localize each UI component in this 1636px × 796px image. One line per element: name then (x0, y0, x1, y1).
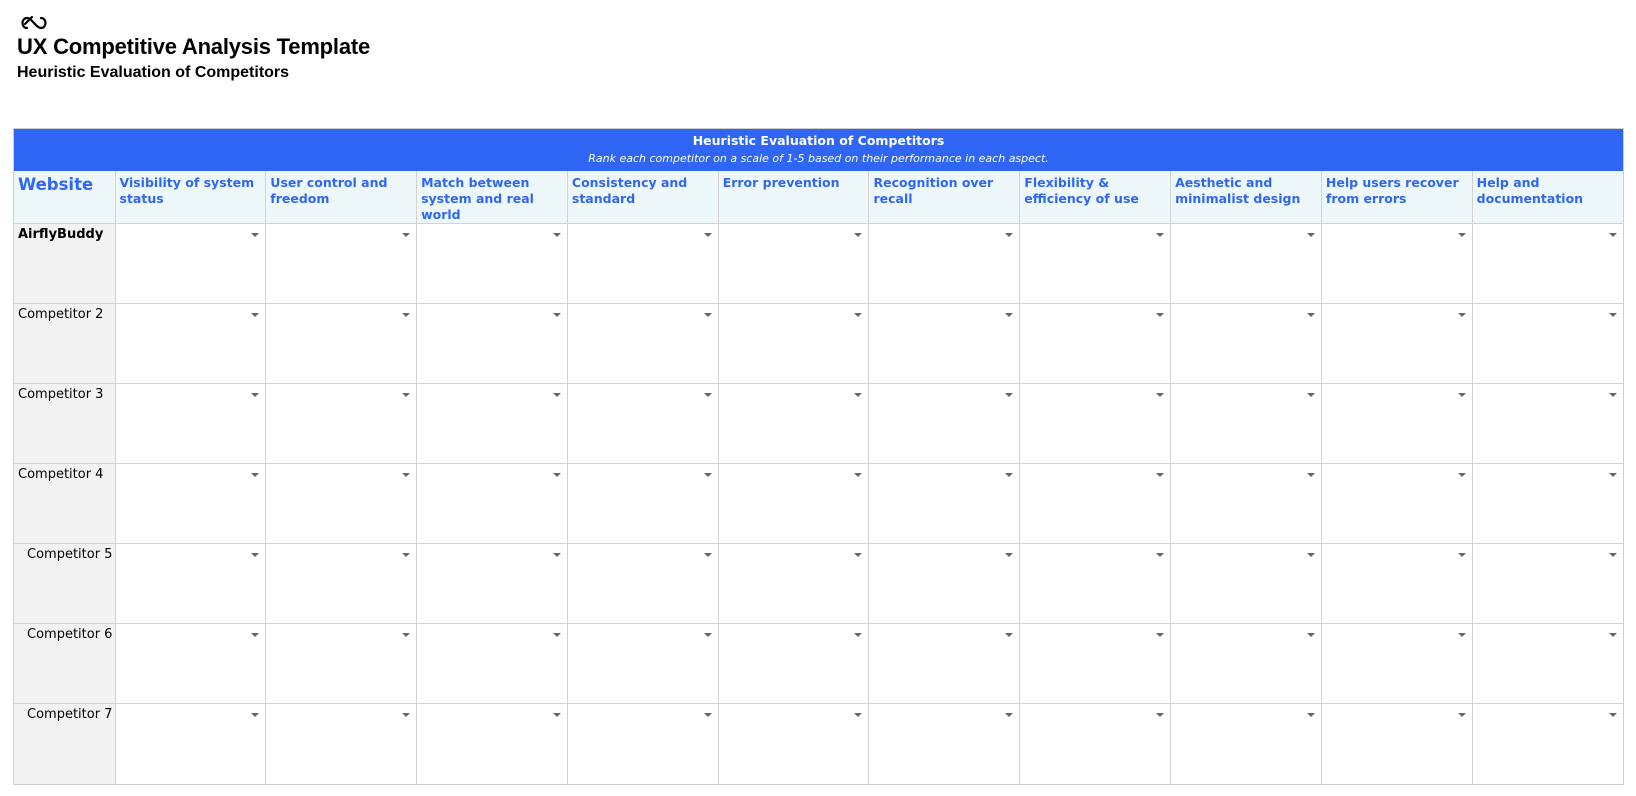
rating-dropdown-cell[interactable] (115, 704, 266, 784)
dropdown-arrow-icon[interactable] (1156, 633, 1164, 637)
dropdown-arrow-icon[interactable] (704, 393, 712, 397)
rating-dropdown-cell[interactable] (417, 544, 568, 624)
rating-dropdown-cell[interactable] (567, 304, 718, 384)
page-title: UX Competitive Analysis Template (17, 34, 371, 59)
rating-dropdown-cell[interactable] (1020, 224, 1171, 304)
dropdown-arrow-icon[interactable] (1307, 553, 1315, 557)
competitor-name-cell[interactable]: Competitor 7 (14, 704, 115, 784)
dropdown-arrow-icon[interactable] (1307, 233, 1315, 237)
rating-dropdown-cell[interactable] (1321, 384, 1472, 464)
dropdown-arrow-icon[interactable] (251, 713, 259, 717)
rating-dropdown-cell[interactable] (1171, 304, 1322, 384)
dropdown-arrow-icon[interactable] (1458, 473, 1466, 477)
rating-dropdown-cell[interactable] (718, 624, 869, 704)
evaluation-table (14, 171, 1623, 784)
criterion-header[interactable]: Recognition over recall (869, 171, 1020, 224)
dropdown-arrow-icon[interactable] (854, 313, 862, 317)
dropdown-arrow-icon[interactable] (1156, 313, 1164, 317)
criterion-header[interactable]: Match between system and real world (417, 171, 568, 224)
rating-dropdown-cell[interactable] (417, 464, 568, 544)
banner-title: Heuristic Evaluation of Competitors (692, 133, 945, 148)
table-row (14, 624, 1623, 704)
dropdown-arrow-icon[interactable] (402, 233, 410, 237)
dropdown-arrow-icon[interactable] (1005, 713, 1013, 717)
rating-dropdown-cell[interactable] (567, 704, 718, 784)
dropdown-arrow-icon[interactable] (1609, 633, 1617, 637)
rating-dropdown-cell[interactable] (1321, 544, 1472, 624)
dropdown-arrow-icon[interactable] (854, 553, 862, 557)
rating-dropdown-cell[interactable] (718, 224, 869, 304)
rating-dropdown-cell[interactable] (115, 384, 266, 464)
dropdown-arrow-icon[interactable] (1156, 393, 1164, 397)
dropdown-arrow-icon[interactable] (704, 313, 712, 317)
criterion-header[interactable]: Flexibility & efficiency of use (1020, 171, 1171, 224)
dropdown-arrow-icon[interactable] (251, 553, 259, 557)
dropdown-arrow-icon[interactable] (1458, 393, 1466, 397)
dropdown-arrow-icon[interactable] (1005, 553, 1013, 557)
rating-dropdown-cell[interactable] (869, 384, 1020, 464)
dropdown-arrow-icon[interactable] (704, 553, 712, 557)
dropdown-arrow-icon[interactable] (402, 553, 410, 557)
rating-dropdown-cell[interactable] (266, 624, 417, 704)
rating-dropdown-cell[interactable] (1171, 384, 1322, 464)
sheet-banner (14, 129, 1623, 171)
dropdown-arrow-icon[interactable] (251, 473, 259, 477)
dropdown-arrow-icon[interactable] (1307, 713, 1315, 717)
dropdown-arrow-icon[interactable] (1156, 713, 1164, 717)
table-row (14, 544, 1623, 624)
dropdown-arrow-icon[interactable] (553, 633, 561, 637)
dropdown-arrow-icon[interactable] (704, 633, 712, 637)
evaluation-sheet (13, 128, 1624, 785)
table-row (14, 384, 1623, 464)
rating-dropdown-cell[interactable] (869, 544, 1020, 624)
dropdown-arrow-icon[interactable] (1609, 313, 1617, 317)
rating-dropdown-cell[interactable] (567, 224, 718, 304)
dropdown-arrow-icon[interactable] (854, 233, 862, 237)
criterion-header[interactable]: Help and documentation (1472, 171, 1623, 224)
rating-dropdown-cell[interactable] (869, 464, 1020, 544)
rating-dropdown-cell[interactable] (1020, 384, 1171, 464)
rating-dropdown-cell[interactable] (567, 384, 718, 464)
dropdown-arrow-icon[interactable] (1458, 233, 1466, 237)
rating-dropdown-cell[interactable] (1020, 304, 1171, 384)
rating-dropdown-cell[interactable] (869, 704, 1020, 784)
rating-dropdown-cell[interactable] (417, 304, 568, 384)
dropdown-arrow-icon[interactable] (1005, 473, 1013, 477)
competitor-name-cell[interactable]: Competitor 5 (14, 544, 115, 624)
rating-dropdown-cell[interactable] (1020, 624, 1171, 704)
dropdown-arrow-icon[interactable] (402, 713, 410, 717)
dropdown-arrow-icon[interactable] (402, 633, 410, 637)
dropdown-arrow-icon[interactable] (1156, 473, 1164, 477)
dropdown-arrow-icon[interactable] (553, 473, 561, 477)
rating-dropdown-cell[interactable] (718, 704, 869, 784)
rating-dropdown-cell[interactable] (567, 464, 718, 544)
rating-dropdown-cell[interactable] (115, 464, 266, 544)
criterion-header[interactable]: Aesthetic and minimalist design (1171, 171, 1322, 224)
rating-dropdown-cell[interactable] (266, 224, 417, 304)
rating-dropdown-cell[interactable] (1472, 704, 1623, 784)
rating-dropdown-cell[interactable] (1321, 304, 1472, 384)
competitor-name-cell[interactable]: AirflyBuddy (14, 224, 115, 304)
dropdown-arrow-icon[interactable] (553, 713, 561, 717)
dropdown-arrow-icon[interactable] (1005, 633, 1013, 637)
competitor-name-cell[interactable]: Competitor 6 (14, 624, 115, 704)
rating-dropdown-cell[interactable] (417, 624, 568, 704)
criterion-header[interactable]: Error prevention (718, 171, 869, 224)
dropdown-arrow-icon[interactable] (1609, 393, 1617, 397)
rating-dropdown-cell[interactable] (417, 704, 568, 784)
rating-dropdown-cell[interactable] (1171, 624, 1322, 704)
competitor-name-cell[interactable]: Competitor 2 (14, 304, 115, 384)
rating-dropdown-cell[interactable] (1171, 704, 1322, 784)
dropdown-arrow-icon[interactable] (553, 553, 561, 557)
dropdown-arrow-icon[interactable] (854, 473, 862, 477)
header-row (14, 171, 1623, 224)
dropdown-arrow-icon[interactable] (1005, 393, 1013, 397)
infinity-link-icon (18, 12, 50, 32)
dropdown-arrow-icon[interactable] (1609, 553, 1617, 557)
page-subtitle: Heuristic Evaluation of Competitors (17, 64, 290, 81)
dropdown-arrow-icon[interactable] (553, 393, 561, 397)
rating-dropdown-cell[interactable] (1171, 544, 1322, 624)
dropdown-arrow-icon[interactable] (553, 313, 561, 317)
dropdown-arrow-icon[interactable] (854, 393, 862, 397)
dropdown-arrow-icon[interactable] (251, 233, 259, 237)
dropdown-arrow-icon[interactable] (1307, 313, 1315, 317)
rating-dropdown-cell[interactable] (718, 544, 869, 624)
rating-dropdown-cell[interactable] (266, 384, 417, 464)
dropdown-arrow-icon[interactable] (854, 633, 862, 637)
banner-instructions: Rank each competitor on a scale of 1-5 based on their performance in each aspect. (588, 152, 1049, 165)
dropdown-arrow-icon[interactable] (402, 393, 410, 397)
dropdown-arrow-icon[interactable] (704, 713, 712, 717)
dropdown-arrow-icon[interactable] (1458, 633, 1466, 637)
rating-dropdown-cell[interactable] (115, 544, 266, 624)
criterion-header[interactable]: Help users recover from errors (1321, 171, 1472, 224)
dropdown-arrow-icon[interactable] (1458, 553, 1466, 557)
dropdown-arrow-icon[interactable] (704, 473, 712, 477)
table-row (14, 224, 1623, 304)
dropdown-arrow-icon[interactable] (1307, 393, 1315, 397)
rating-dropdown-cell[interactable] (417, 224, 568, 304)
table-row (14, 704, 1623, 784)
dropdown-arrow-icon[interactable] (1458, 713, 1466, 717)
competitor-name-cell[interactable]: Competitor 4 (14, 464, 115, 544)
table-row (14, 464, 1623, 544)
dropdown-arrow-icon[interactable] (251, 313, 259, 317)
rating-dropdown-cell[interactable] (567, 624, 718, 704)
dropdown-arrow-icon[interactable] (704, 233, 712, 237)
rating-dropdown-cell[interactable] (266, 544, 417, 624)
criterion-header[interactable]: Consistency and standard (567, 171, 718, 224)
dropdown-arrow-icon[interactable] (1609, 713, 1617, 717)
rating-dropdown-cell[interactable] (1472, 224, 1623, 304)
rating-dropdown-cell[interactable] (718, 304, 869, 384)
dropdown-arrow-icon[interactable] (854, 713, 862, 717)
dropdown-arrow-icon[interactable] (1307, 473, 1315, 477)
rating-dropdown-cell[interactable] (718, 384, 869, 464)
dropdown-arrow-icon[interactable] (1005, 233, 1013, 237)
rating-dropdown-cell[interactable] (1472, 304, 1623, 384)
table-row (14, 304, 1623, 384)
criterion-header[interactable]: User control and freedom (266, 171, 417, 224)
dropdown-arrow-icon[interactable] (251, 633, 259, 637)
rating-dropdown-cell[interactable] (869, 224, 1020, 304)
rating-dropdown-cell[interactable] (869, 304, 1020, 384)
rating-dropdown-cell[interactable] (266, 304, 417, 384)
dropdown-arrow-icon[interactable] (402, 473, 410, 477)
criterion-header[interactable]: Visibility of system status (115, 171, 266, 224)
rating-dropdown-cell[interactable] (115, 304, 266, 384)
rating-dropdown-cell[interactable] (1321, 224, 1472, 304)
rating-dropdown-cell[interactable] (1321, 464, 1472, 544)
rating-dropdown-cell[interactable] (1020, 704, 1171, 784)
dropdown-arrow-icon[interactable] (1005, 313, 1013, 317)
rating-dropdown-cell[interactable] (1472, 544, 1623, 624)
rating-dropdown-cell[interactable] (1472, 464, 1623, 544)
rating-dropdown-cell[interactable] (1171, 224, 1322, 304)
rating-dropdown-cell[interactable] (1321, 704, 1472, 784)
rating-dropdown-cell[interactable] (115, 624, 266, 704)
rating-dropdown-cell[interactable] (115, 224, 266, 304)
rating-dropdown-cell[interactable] (417, 384, 568, 464)
rating-dropdown-cell[interactable] (1020, 544, 1171, 624)
rating-dropdown-cell[interactable] (1020, 464, 1171, 544)
dropdown-arrow-icon[interactable] (1307, 633, 1315, 637)
rating-dropdown-cell[interactable] (869, 624, 1020, 704)
rating-dropdown-cell[interactable] (1472, 624, 1623, 704)
dropdown-arrow-icon[interactable] (402, 313, 410, 317)
dropdown-arrow-icon[interactable] (1609, 473, 1617, 477)
rating-dropdown-cell[interactable] (266, 464, 417, 544)
competitor-name-cell[interactable]: Competitor 3 (14, 384, 115, 464)
rating-dropdown-cell[interactable] (718, 464, 869, 544)
rating-dropdown-cell[interactable] (1472, 384, 1623, 464)
dropdown-arrow-icon[interactable] (251, 393, 259, 397)
rating-dropdown-cell[interactable] (567, 544, 718, 624)
dropdown-arrow-icon[interactable] (553, 233, 561, 237)
rating-dropdown-cell[interactable] (266, 704, 417, 784)
rating-dropdown-cell[interactable] (1171, 464, 1322, 544)
dropdown-arrow-icon[interactable] (1156, 233, 1164, 237)
dropdown-arrow-icon[interactable] (1156, 553, 1164, 557)
rating-dropdown-cell[interactable] (1321, 624, 1472, 704)
dropdown-arrow-icon[interactable] (1458, 313, 1466, 317)
website-column-header[interactable]: Website (14, 171, 115, 224)
dropdown-arrow-icon[interactable] (1609, 233, 1617, 237)
